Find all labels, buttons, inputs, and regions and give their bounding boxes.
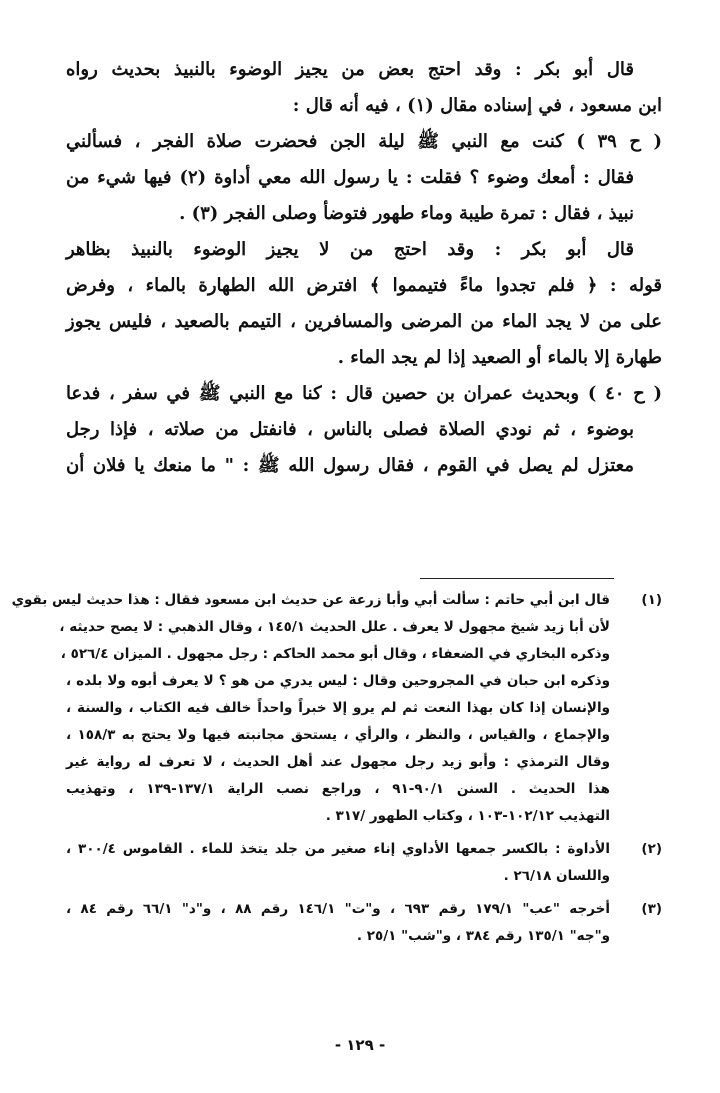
body-line: فقال : أمعك وضوء ؟ فقلت : يا رسول الله معي أداوة (٢) فيها شيء من [66, 167, 634, 188]
footnote-line: والإجماع ، والقياس ، والنظر ، والرأي ، يستحق مجانبته فيها ولا يحتج به ١٥٨/٣ ، [66, 727, 610, 743]
footnote-line: و"جه" ١٣٥/١ رقم ٣٨٤ ، و"شب" ٢٥/١ . [356, 928, 610, 944]
footnote-3 [66, 896, 662, 950]
footnote-line: قال ابن أبي حاتم : سألت أبي وأبا زرعة عن حديث ابن مسعود فقال : هذا حديث ليس بقوي [11, 592, 610, 608]
footnote-line: وذكره البخاري في الضعفاء ، وقال أبو محمد الحاكم : رجل مجهول . الميزان ٥٢٦/٤ ، [60, 646, 610, 662]
body-line: قوله : ﴿ فلم تجدوا ماءً فتيمموا ﴾ افترض الله الطهارة بالماء ، وفرض [66, 275, 662, 296]
footnote-line: وقال الترمذي : وأبو زيد رجل مجهول عند أهل الحديث ، لا تعرف له رواية غير [66, 754, 610, 770]
body-line: قال أبو بكر : وقد احتج من لا يجيز الوضوء بالنبيذ بظاهر [66, 239, 634, 260]
footnote-line: التهذيب ١٠٢/١٢-١٠٣ ، وكتاب الطهور /٣١٧ . [325, 808, 610, 824]
footnote-line: أخرجه "عب" ١٧٩/١ رقم ٦٩٣ ، و"ت" ١٤٦/١ رقم ٨٨ ، و"د" ٦٦/١ رقم ٨٤ ، [66, 901, 610, 917]
body-line: معتزل لم يصل في القوم ، فقال رسول الله ﷺ : " ما منعك يا فلان أن [66, 455, 634, 476]
footnote-line: لأن أبا زيد شيخ مجهول لا يعرف . علل الحديث ١٤٥/١ ، وقال الذهبي : لا يصح حديثه ، [59, 619, 610, 635]
body-line: ( ح ٤٠ ) وبحديث عمران بن حصين قال : كنا مع النبي ﷺ في سفر ، فدعا [66, 383, 662, 404]
body-line: قال أبو بكر : وقد احتج بعض من يجيز الوضوء بالنبيذ بحديث رواه [66, 59, 634, 80]
footnote-1 [11, 587, 662, 830]
footnote-line: والإنسان إذا كان بهذا النعت ثم لم يرو إلا خبراً واحداً خالف فيه الكتاب ، والسنة ، [66, 700, 610, 716]
footnote-line: الأداوة : بالكسر جمعها الأداوي إناء صغير من جلد يتخذ للماء . القاموس ٣٠٠/٤ ، [66, 841, 610, 857]
footnote-line: وذكره ابن حبان في المجروحين وقال : ليس يدري من هو ؟ لا يعرف أبوه ولا بلده ، [66, 673, 610, 689]
footnotes [11, 587, 662, 956]
footnote-2 [66, 836, 662, 890]
body-line: ابن مسعود ، في إسناده مقال (١) ، فيه أنه قال : [292, 95, 662, 116]
footnote-number: (١) [641, 592, 662, 608]
body-line: على من لا يجد الماء من المرضى والمسافرين ، التيمم بالصعيد ، فليس يجوز [66, 311, 662, 332]
footnote-line: واللسان ٢٦/١٨ . [503, 868, 610, 884]
body-line: بوضوء ، ثم نودي الصلاة فصلى بالناس ، فانفتل من صلاته ، فإذا رجل [66, 419, 634, 440]
body-line: ( ح ٣٩ ) كنت مع النبي ﷺ ليلة الجن فحضرت صلاة الفجر ، فسألني [66, 131, 662, 152]
footnote-line: هذا الحديث . السنن ٩٠/١-٩١ ، وراجع نصب الراية ١٣٧/١-١٣٩ ، وتهذيب [66, 781, 610, 797]
body-line: طهارة إلا بالماء أو الصعيد إذا لم يجد الماء . [337, 347, 662, 368]
footnote-number: (٢) [641, 841, 662, 857]
body-line: نبيذ ، فقال : تمرة طيبة وماء طهور فتوضأ وصلى الفجر (٣) . [179, 203, 634, 224]
main-text [66, 52, 662, 484]
footnote-number: (٣) [641, 901, 662, 917]
page-number: - ١٢٩ - [334, 1036, 386, 1054]
footnote-separator [420, 578, 614, 579]
